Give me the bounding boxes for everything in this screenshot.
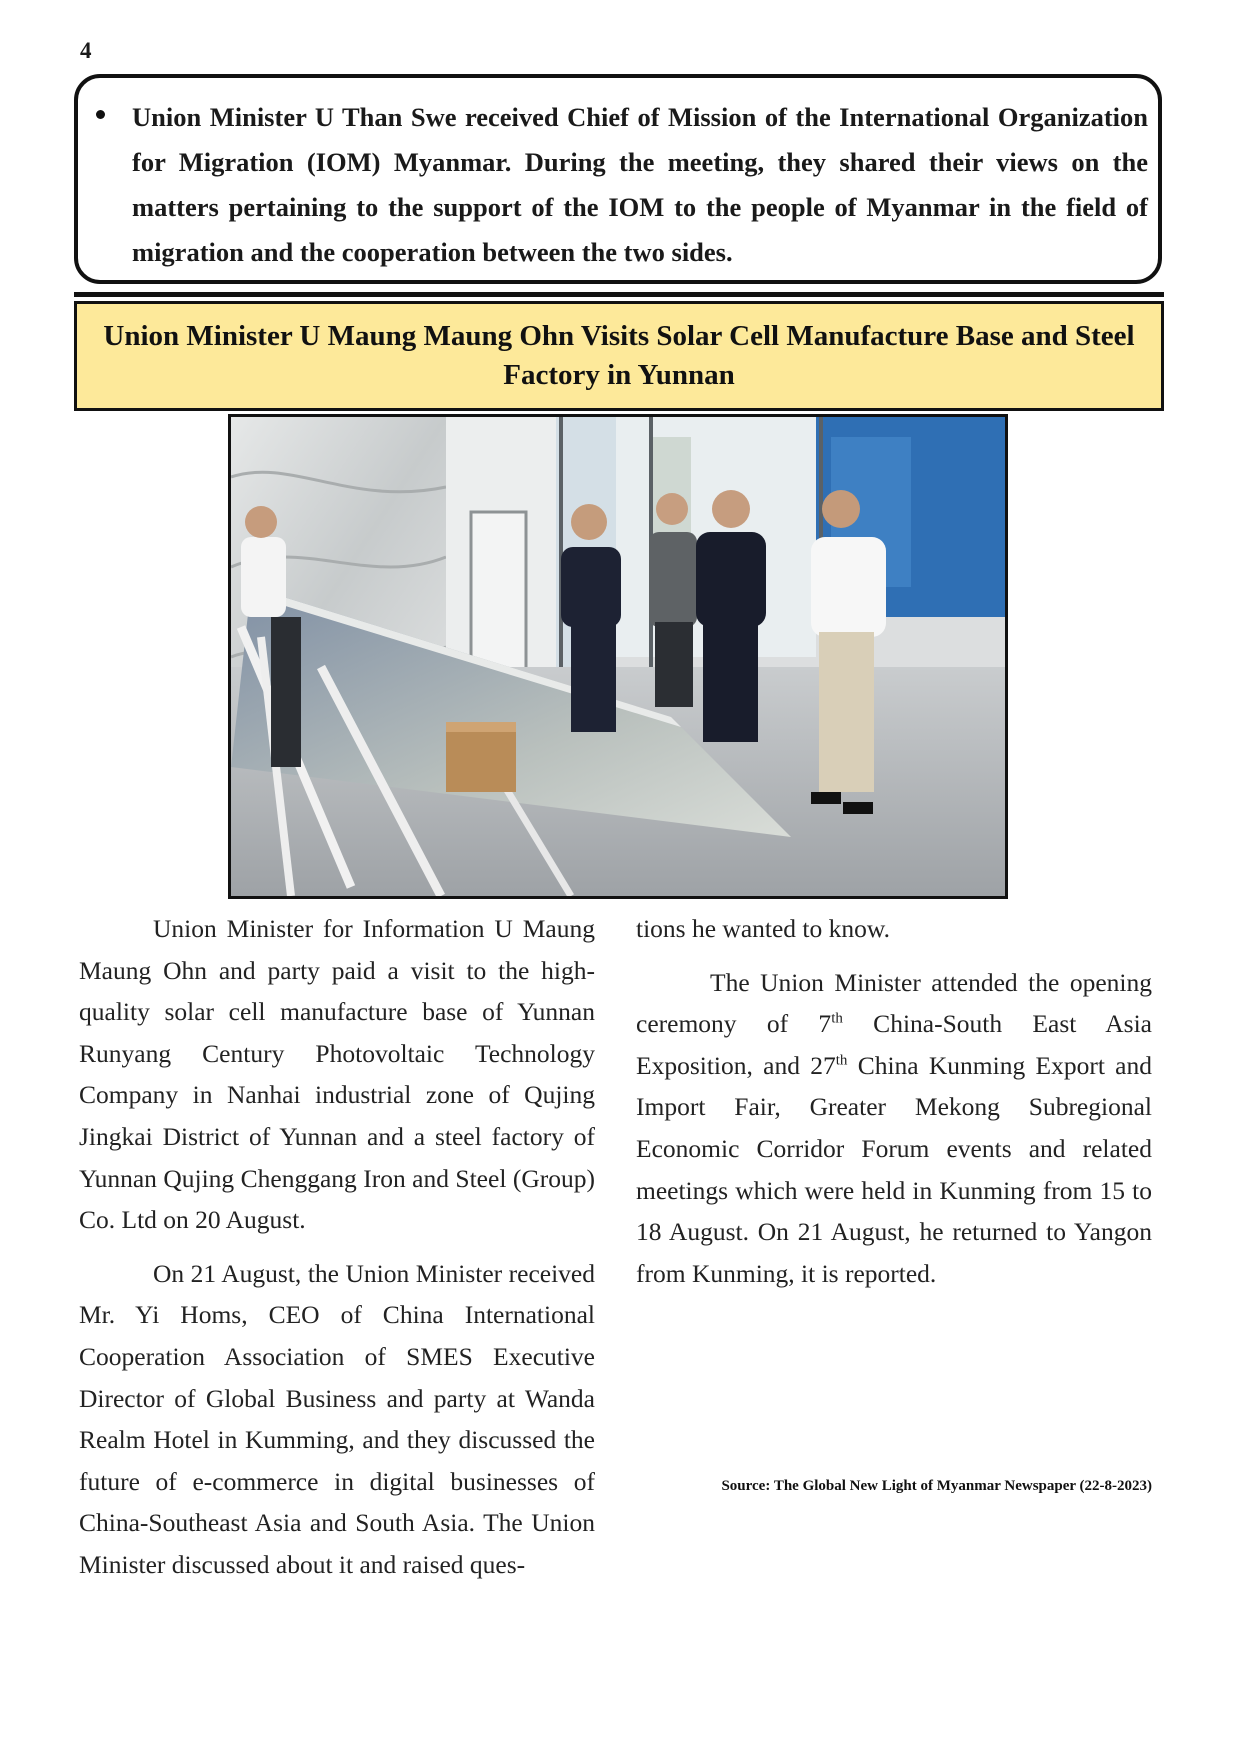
bullet-text: Union Minister U Than Swe received Chief of Mission of the International Organization for Migration (IOM) Myanmar. During the meeting, they shared their views on the matters pertaining to the support of the IOM to the people of Myanmar in the field of migration and the cooperation between the two sides. bbox=[132, 102, 1148, 267]
text-run: China Kunming Export and Import Fair, Greater Mekong Subregional Economic Corridor Forum events and related meetings which were held in Kunming from 15 to 18 August. On 21 August, he returned to Yangon from Kunming, it is reported. bbox=[636, 1050, 1152, 1288]
iom-bullet-box bbox=[74, 74, 1162, 284]
article-paragraph: Union Minister for Information U Maung Maung Ohn and party paid a visit to the high-quality solar cell manufacture base of Yunnan Runyang Century Photovoltaic Technology Company in Nanhai industrial zone of Qujing Jingkai District of Yunnan and a steel factory of Yunnan Qujing Chenggang Iron and Steel (Group) Co. Ltd on 20 August. bbox=[79, 914, 595, 1235]
bullet-icon bbox=[96, 110, 105, 119]
article-paragraph-continued: tions he wanted to know. bbox=[636, 914, 891, 943]
article-photo bbox=[228, 414, 1008, 899]
headline-banner bbox=[74, 301, 1164, 411]
article-paragraph bbox=[636, 962, 1152, 1295]
article-column-right bbox=[636, 908, 1152, 1294]
page-number: 4 bbox=[80, 38, 92, 63]
text-run: China-South East Asia Exposition, and 27 bbox=[636, 1009, 1152, 1080]
article-headline: Union Minister U Maung Maung Ohn Visits Solar Cell Manufacture Base and Steel Factory in Yunnan bbox=[103, 320, 1135, 391]
ordinal-suffix: th bbox=[831, 1010, 843, 1027]
text-run: The Union Minister attended the opening ceremony of 7 bbox=[636, 967, 1152, 1039]
section-divider bbox=[74, 292, 1164, 297]
source-credit: Source: The Global New Light of Myanmar Newspaper (22-8-2023) bbox=[721, 1478, 1152, 1494]
article-paragraph: On 21 August, the Union Minister received Mr. Yi Homs, CEO of China International Cooperation Association of SMES Executive Director of Global Business and party at Wanda Realm Hotel in Kumming, and they discussed the future of e-commerce in digital businesses of China-Southeast Asia and South Asia. The Union Minister discussed about it and raised ques- bbox=[79, 1258, 595, 1579]
ordinal-suffix: th bbox=[835, 1052, 848, 1069]
article-column-left bbox=[79, 908, 595, 1586]
